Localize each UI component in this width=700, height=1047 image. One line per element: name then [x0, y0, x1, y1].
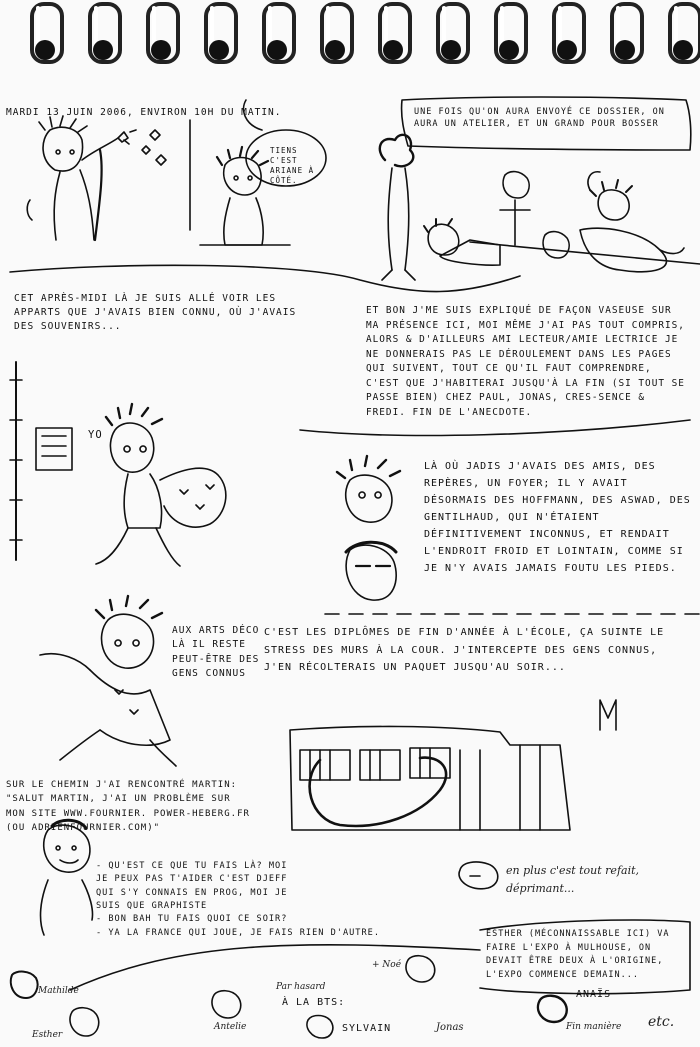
header-date: MARDI 13 JUIN 2006, ENVIRON 10H DU MATIN.: [6, 107, 282, 118]
dialog-line: - BON BAH TU FAIS QUOI CE SOIR?: [96, 914, 288, 925]
bubble-tiens: TIENS C'EST ARIANE À CÔTÉ.: [270, 146, 315, 186]
narration-esther: ESTHER (MÉCONNAISSABLE ICI) VA FAIRE L'EXPO À MULHOUSE, ON DEVAIT ÊTRE DEUX À L'ORIGINE, L'EXPO COMMENCE DEMAIN...: [486, 929, 670, 980]
school-building: [290, 700, 616, 830]
name-anais: ANAÏS: [576, 989, 612, 1000]
narration-jadis: LÀ OÙ JADIS J'AVAIS DES AMIS, DES REPÈRES, UN FOYER; IL Y AVAIT DÉSORMAIS DES HOFFMANN, DES ASWAD, DES GENTILHAUD, QUI N'ÉTAIENT DÉFINITIVEMENT INCONNUS, ET RENDAIT L'ENDROIT FROID ET LOINTAIN, COMME SI JE N'Y AVAIS JAMAIS FOUTU LES PIEDS.: [424, 461, 691, 574]
yo-label: YO: [88, 429, 103, 441]
walking-character: [10, 362, 226, 566]
narration-martin: SUR LE CHEMIN J'AI RENCONTRÉ MARTIN: "SALUT MARTIN, J'AI UN PROBLÈME SUR MON SITE WWW.FOURNIER. POWER-HEBERG.FR (OU ADRIENFOURNIER.COM)": [6, 780, 250, 834]
portrait-heads: [337, 456, 400, 600]
name-jonas: Jonas: [436, 1022, 464, 1033]
name-par-hasard: Par hasard: [276, 982, 326, 992]
narration-diplomes: C'EST LES DIPLÔMES DE FIN D'ANNÉE À L'ÉCOLE, ÇA SUINTE LE STRESS DES MURS À LA COUR. J'INTERCEPTE DES GENS CONNUS, J'EN RÉCOLTERAIS UN PAQUET JUSQU'AU SOIR...: [264, 627, 665, 673]
building-note: en plus c'est tout refait, déprimant...: [506, 864, 640, 895]
name-antelie: Antelie: [214, 1022, 247, 1032]
name-fin: Fin manière: [566, 1022, 622, 1032]
dialog-line: - YA LA FRANCE QUI JOUE, JE FAIS RIEN D'AUTRE.: [96, 927, 380, 938]
martin-portrait: [41, 820, 93, 935]
dialog-list: [96, 860, 380, 940]
bubble-dossier: UNE FOIS QU'ON AURA ENVOYÉ CE DOSSIER, ON AURA UN ATELIER, ET UN GRAND POUR BOSSER: [414, 107, 665, 130]
name-noe: + Noé: [372, 960, 402, 970]
narration-afternoon: CET APRÈS-MIDI LÀ JE SUIS ALLÉ VOIR LES APPARTS QUE J'AVAIS BIEN CONNU, OÙ J'AVAIS DES SOUVENIRS...: [14, 293, 297, 332]
name-esther: Esther: [32, 1030, 63, 1040]
name-etc: etc.: [648, 1014, 675, 1030]
narration-arts-deco: AUX ARTS DÉCO LÀ IL RESTE PEUT-ÊTRE DES GENS CONNUS: [172, 625, 260, 679]
sad-head: [459, 862, 498, 889]
character-with-flowers: [27, 116, 166, 240]
narration-explained: ET BON J'ME SUIS EXPLIQUÉ DE FAÇON VASEUSE SUR MA PRÉSENCE ICI, MOI MÊME J'AI PAS TOUT COMPRIS, ALORS & D'AILLEURS AMI LECTEUR/AMIE LECTRICE JE NE DONNERAIS PAS LE DÉROULEMENT DANS LES PAGES QUI SUIVENT, TOUT CE QU'IL FAUT COMPRENDRE, C'EST QUE J'HABITERAI JUSQU'À LA FIN (SI TOUT SE PASSE BIEN) CHEZ PAUL, JONAS, CRES-SENCE & FREDI. FIN DE L'ANECDOTE.: [366, 305, 685, 419]
bottom-curve: [70, 945, 480, 990]
name-sylvain: SYLVAIN: [342, 1023, 392, 1034]
curved-divider: [300, 420, 690, 435]
name-mathilde: Mathilde: [38, 986, 79, 996]
name-a-la-bts: À LA BTS:: [282, 997, 346, 1008]
speech-frame-narration: [10, 265, 520, 291]
flying-character: [40, 596, 176, 766]
dialog-line: - QU'EST CE QUE TU FAIS LÀ? MOI JE PEUX PAS T'AIDER C'EST DJEFF QUI S'Y CONNAIS EN PROG, MOI JE SUIS QUE GRAPHISTE: [96, 861, 288, 911]
